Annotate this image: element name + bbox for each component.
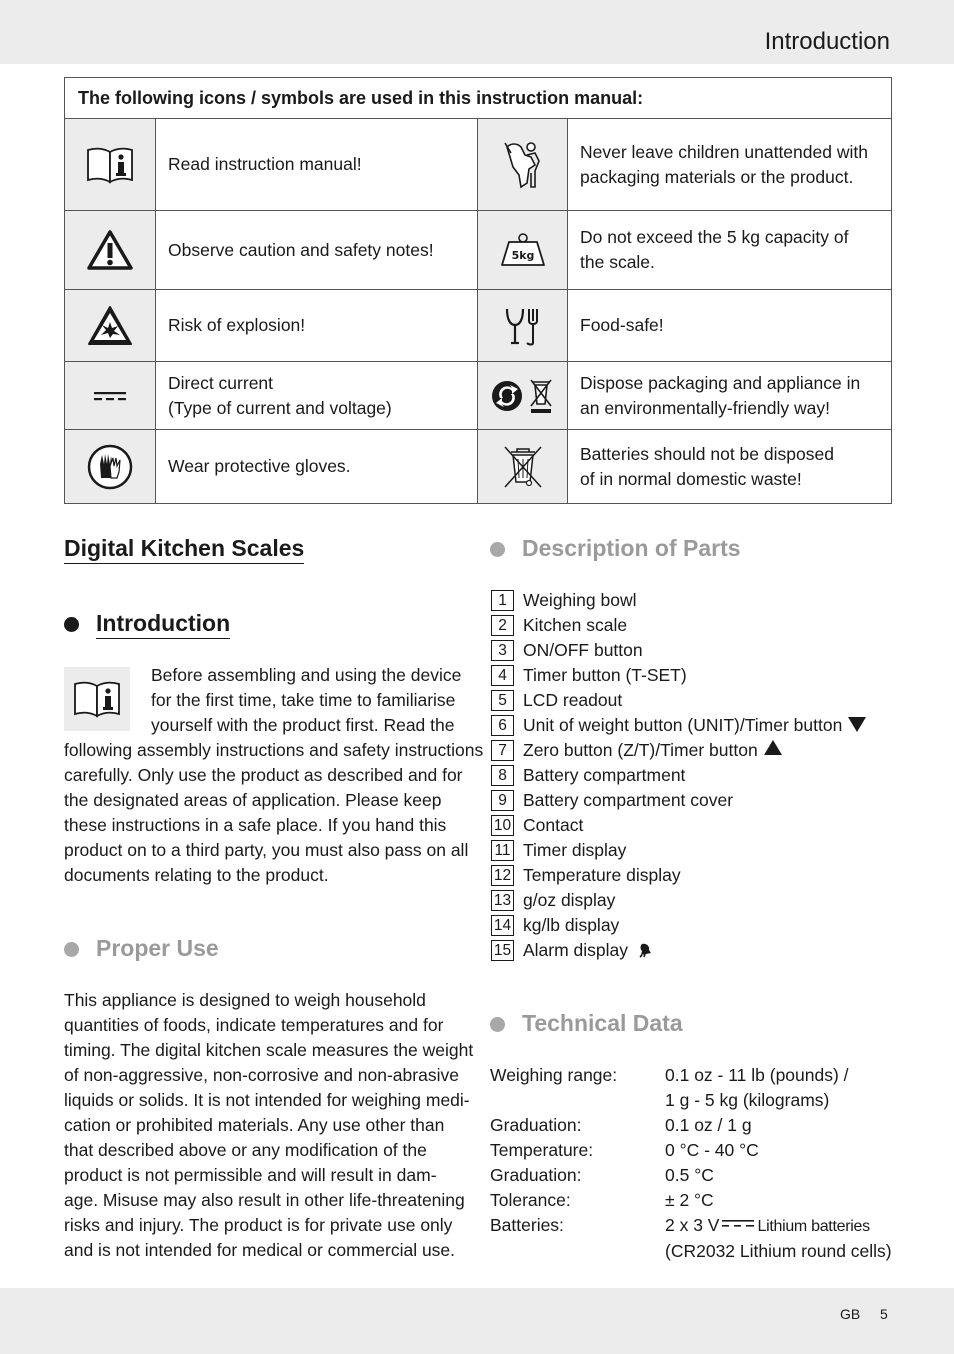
footer-band <box>0 1288 954 1354</box>
explosion-warning-icon <box>65 290 156 362</box>
list-item: 14 kg/lb display <box>490 913 910 938</box>
child-supervision-icon <box>478 119 568 211</box>
list-item: 1 Weighing bowl <box>490 588 910 613</box>
table-row: Weighing range: 0.1 oz - 11 lb (pounds) / 1 g - 5 kg (kilograms) <box>490 1065 849 1110</box>
footer-language: GB <box>840 1306 861 1322</box>
parts-list <box>490 588 910 963</box>
symbol-text-capacity: Do not exceed the 5 kg capacity of the scale. <box>568 211 892 290</box>
symbol-text-caution: Observe caution and safety notes! <box>156 211 478 290</box>
introduction-text: following assembly instructions and safety instructions carefully. Only use the product as described and for the designated areas of application. Please keep these instructions in a safe place. If you hand this product on to a third party, you must also pass on all documents relating to the product. <box>64 740 484 885</box>
list-item: 15 Alarm display <box>490 938 910 963</box>
symbol-text-children: Never leave children unattended with packaging materials or the product. <box>568 119 892 211</box>
table-row: Graduation: 0.5 °C <box>490 1165 714 1185</box>
list-item: 9 Battery compartment cover <box>490 788 910 813</box>
symbol-text-read-manual: Read instruction manual! <box>156 119 478 211</box>
direct-current-icon <box>65 362 156 430</box>
protective-gloves-icon <box>65 430 156 504</box>
heading-bullet-icon <box>64 942 79 957</box>
list-item: 11 Timer display <box>490 838 910 863</box>
warning-triangle-icon <box>65 211 156 290</box>
food-safe-icon <box>478 290 568 362</box>
symbol-text-explosion: Risk of explosion! <box>156 290 478 362</box>
list-item: 7 Zero button (Z/T)/Timer button <box>490 738 910 763</box>
manual-info-icon <box>64 667 130 731</box>
list-item: 13 g/oz display <box>490 888 910 913</box>
list-item: 10 Contact <box>490 813 910 838</box>
symbol-text-dispose: Dispose packaging and appliance in an environmentally-friendly way! <box>568 362 892 430</box>
heading-bullet-icon <box>64 617 79 632</box>
table-row: Temperature: 0 °C - 40 °C <box>490 1140 759 1160</box>
symbol-text-gloves: Wear protective gloves. <box>156 430 478 504</box>
technical-data-table <box>490 1063 900 1264</box>
weight-capacity-icon <box>478 211 568 290</box>
list-item: 12 Temperature display <box>490 863 910 888</box>
crossed-bin-icon <box>478 430 568 504</box>
symbol-text-batteries: Batteries should not be disposed of in normal domestic waste! <box>568 430 892 504</box>
introduction-text-wrap: Before assembling and using the device for the first time, take time to familiarise yourself with the product first. Read the <box>151 665 462 735</box>
recycling-disposal-icon <box>478 362 568 430</box>
arrow-down-icon <box>848 717 866 732</box>
proper-use-text: This appliance is designed to weigh household quantities of foods, indicate temperatures and for timing. The digital kitchen scale measures the weight of non-aggressive, non-corrosive and non-abrasive liquids or solids. It is not intended for weighing medi- cation or prohibited materials. Any use other than that described above or any modification of the product is not permissible and will result in dam- age. Misuse may also result in other life-threatening risks and injury. The product is for private use only and is not intended for medical or commercial use. <box>64 990 474 1260</box>
page-number: 5 <box>880 1306 888 1322</box>
alarm-bell-icon <box>636 942 652 958</box>
list-item: 4 Timer button (T-SET) <box>490 663 910 688</box>
direct-current-icon <box>722 1219 754 1229</box>
symbol-text-direct-current: Direct current (Type of current and voltage) <box>156 362 478 430</box>
heading-bullet-icon <box>490 1017 505 1032</box>
list-item: 5 LCD readout <box>490 688 910 713</box>
manual-info-icon <box>65 119 156 211</box>
symbol-text-food-safe: Food-safe! <box>568 290 892 362</box>
page-header-title: Introduction <box>764 28 890 55</box>
symbols-table-heading: The following icons / symbols are used in this instruction manual: <box>65 78 892 119</box>
table-row: Tolerance: ± 2 °C <box>490 1190 714 1210</box>
svg-text:5kg: 5kg <box>511 249 534 262</box>
list-item: 2 Kitchen scale <box>490 613 910 638</box>
table-row: Batteries: 2 x 3 V Lithium batteries (CR2032 Lithium round cells) <box>490 1215 892 1261</box>
list-item: 8 Battery compartment <box>490 763 910 788</box>
symbols-table <box>64 77 892 504</box>
heading-bullet-icon <box>490 542 505 557</box>
list-item: 3 ON/OFF button <box>490 638 910 663</box>
table-row: Graduation: 0.1 oz / 1 g <box>490 1115 752 1135</box>
product-title: Digital Kitchen Scales <box>64 535 304 564</box>
list-item: 6 Unit of weight button (UNIT)/Timer button <box>490 713 910 738</box>
arrow-up-icon <box>764 740 782 755</box>
